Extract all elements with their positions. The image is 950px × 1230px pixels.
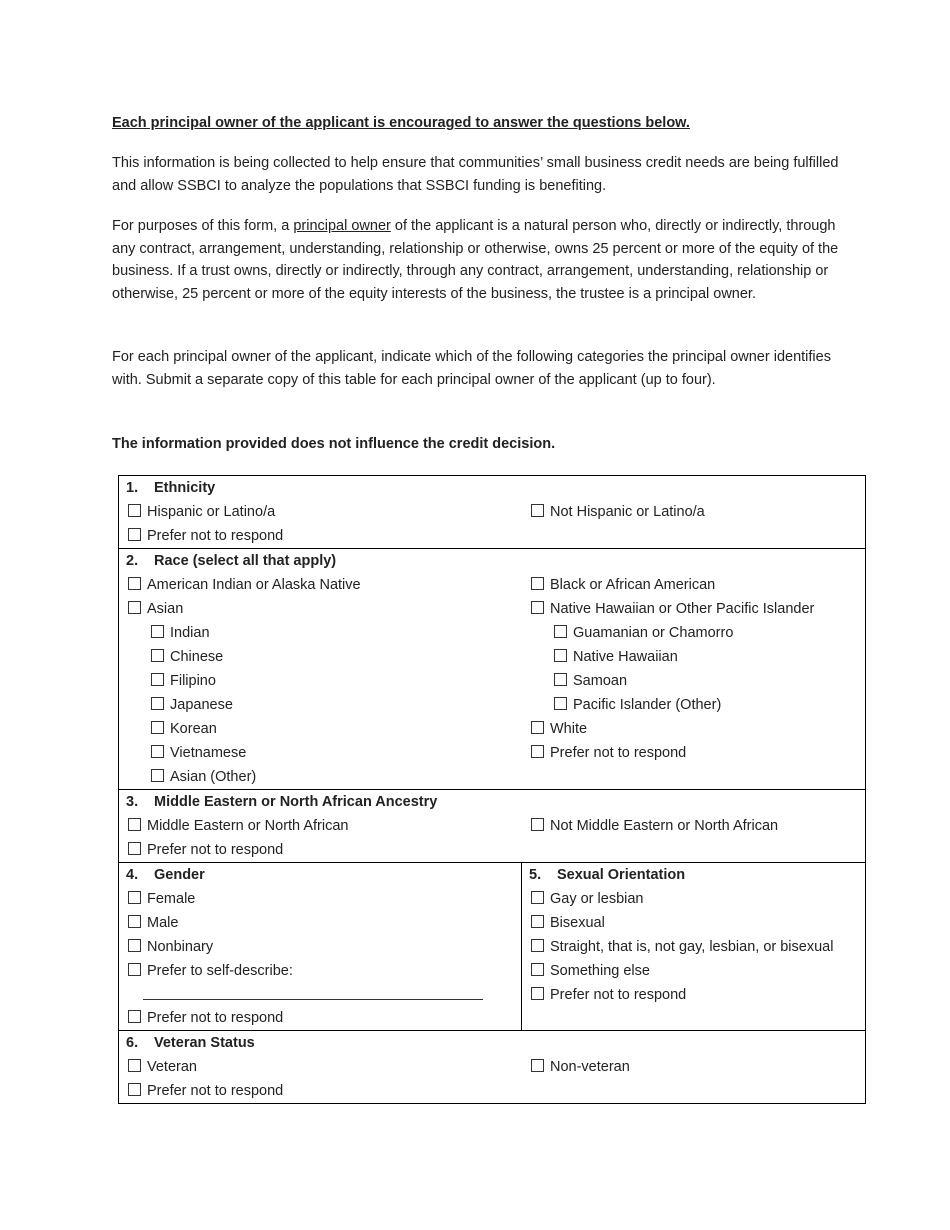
- checkbox-option[interactable]: [119, 597, 522, 621]
- section-title: [119, 549, 865, 573]
- option-label: Filipino: [170, 673, 216, 689]
- checkbox-icon[interactable]: [151, 673, 164, 686]
- checkbox-option[interactable]: [522, 741, 865, 765]
- checkbox-icon[interactable]: [531, 987, 544, 1000]
- option-label: Vietnamese: [170, 745, 247, 761]
- option-label: Korean: [170, 721, 217, 737]
- checkbox-option[interactable]: [522, 935, 865, 959]
- checkbox-icon[interactable]: [531, 1059, 544, 1072]
- option-label: Guamanian or Chamorro: [573, 625, 734, 641]
- section-number: 3.: [126, 794, 139, 810]
- section-title-text: Gender: [154, 867, 205, 883]
- section-title: [522, 863, 865, 887]
- checkbox-option[interactable]: [119, 911, 521, 935]
- checkbox-icon[interactable]: [531, 601, 544, 614]
- section-title: [119, 790, 865, 814]
- checkbox-option[interactable]: [522, 911, 865, 935]
- checkbox-option[interactable]: [522, 717, 865, 741]
- option-label: Japanese: [170, 697, 233, 713]
- checkbox-option[interactable]: [119, 1055, 522, 1079]
- section-race: [119, 549, 865, 790]
- option-label: Prefer not to respond: [147, 528, 284, 544]
- self-describe-line[interactable]: [119, 983, 521, 1006]
- definition-pre: For purposes of this form, a: [112, 218, 294, 234]
- checkbox-suboption[interactable]: [119, 669, 522, 693]
- checkbox-suboption[interactable]: [119, 693, 522, 717]
- checkbox-icon[interactable]: [128, 818, 141, 831]
- checkbox-suboption[interactable]: [522, 645, 865, 669]
- checkbox-icon[interactable]: [531, 818, 544, 831]
- checkbox-icon[interactable]: [151, 721, 164, 734]
- option-label: Prefer not to respond: [550, 987, 687, 1003]
- checkbox-suboption[interactable]: [522, 669, 865, 693]
- checkbox-option[interactable]: [119, 573, 522, 597]
- checkbox-icon[interactable]: [128, 577, 141, 590]
- checkbox-option[interactable]: [119, 959, 521, 983]
- checkbox-option[interactable]: [119, 500, 522, 524]
- checkbox-suboption[interactable]: [522, 621, 865, 645]
- option-label: Prefer not to respond: [550, 745, 687, 761]
- checkbox-icon[interactable]: [128, 1059, 141, 1072]
- checkbox-suboption[interactable]: [119, 717, 522, 741]
- checkbox-suboption[interactable]: [119, 621, 522, 645]
- section-title-text: Veteran Status: [154, 1035, 255, 1051]
- checkbox-icon[interactable]: [128, 963, 141, 976]
- option-label: Male: [147, 915, 179, 931]
- checkbox-icon[interactable]: [128, 891, 141, 904]
- checkbox-icon[interactable]: [531, 504, 544, 517]
- checkbox-icon[interactable]: [554, 649, 567, 662]
- option-label: Not Hispanic or Latino/a: [550, 504, 705, 520]
- option-label: Middle Eastern or North African: [147, 818, 349, 834]
- demographic-form-table: [118, 475, 866, 1104]
- checkbox-option[interactable]: [119, 838, 522, 862]
- definition-post: of the applicant is a natural person who, directly or indirectly, through any contract, arrangement, understanding, relationship or otherwise, owns 25 percent or more of the equity of the business. If a trust owns, directly or indirectly, through any contract, arrangement, understanding, relationship or otherwise, 25 percent or more of the equity interests of the business, the trustee is a principal owner.: [112, 218, 839, 303]
- option-label: Female: [147, 891, 196, 907]
- checkbox-option[interactable]: [119, 1079, 522, 1103]
- section-number: 4.: [126, 867, 139, 883]
- section-title: [119, 863, 521, 887]
- option-label: American Indian or Alaska Native: [147, 577, 361, 593]
- option-label: Something else: [550, 963, 650, 979]
- section-number: 2.: [126, 553, 139, 569]
- checkbox-icon[interactable]: [128, 1083, 141, 1096]
- option-label: Asian (Other): [170, 769, 257, 785]
- option-label: Native Hawaiian or Other Pacific Islander: [550, 601, 815, 617]
- option-label: Samoan: [573, 673, 628, 689]
- section-veteran-status: [119, 1031, 865, 1103]
- checkbox-option[interactable]: [522, 500, 865, 524]
- option-label: Veteran: [147, 1059, 197, 1075]
- checkbox-icon[interactable]: [128, 842, 141, 855]
- checkbox-icon[interactable]: [531, 963, 544, 976]
- section-title: [119, 1031, 865, 1055]
- option-label: Straight, that is, not gay, lesbian, or bisexual: [550, 939, 834, 955]
- option-label: Prefer to self-describe:: [147, 963, 293, 979]
- section-sexual-orientation: [522, 863, 865, 1030]
- checkbox-suboption[interactable]: [119, 741, 522, 765]
- intro-paragraph-purpose: This information is being collected to help ensure that communities’ small business credit needs are being fulfilled and allow SSBCI to analyze the populations that SSBCI funding is benefiting.: [112, 155, 839, 194]
- checkbox-icon[interactable]: [128, 528, 141, 541]
- option-label: Nonbinary: [147, 939, 214, 955]
- option-label: Pacific Islander (Other): [573, 697, 722, 713]
- checkbox-icon[interactable]: [151, 625, 164, 638]
- checkbox-icon[interactable]: [128, 601, 141, 614]
- section-title-text: Race (select all that apply): [154, 553, 337, 569]
- checkbox-suboption[interactable]: [119, 765, 522, 789]
- checkbox-icon[interactable]: [531, 745, 544, 758]
- checkbox-icon[interactable]: [531, 915, 544, 928]
- option-label: Bisexual: [550, 915, 605, 931]
- checkbox-option[interactable]: [522, 597, 865, 621]
- intro-heading: Each principal owner of the applicant is encouraged to answer the questions below.: [112, 115, 690, 131]
- option-label: Black or African American: [550, 577, 716, 593]
- credit-decision-notice: The information provided does not influence the credit decision.: [112, 436, 556, 452]
- section-number: 6.: [126, 1035, 139, 1051]
- checkbox-icon[interactable]: [151, 697, 164, 710]
- checkbox-icon[interactable]: [128, 1010, 141, 1023]
- section-title: [119, 476, 865, 500]
- checkbox-icon[interactable]: [151, 745, 164, 758]
- checkbox-option[interactable]: [119, 935, 521, 959]
- option-label: Prefer not to respond: [147, 1010, 284, 1026]
- checkbox-icon[interactable]: [554, 697, 567, 710]
- section-ethnicity: [119, 476, 865, 549]
- option-label: Indian: [170, 625, 210, 641]
- option-label: Gay or lesbian: [550, 891, 644, 907]
- checkbox-icon[interactable]: [554, 625, 567, 638]
- checkbox-icon[interactable]: [531, 891, 544, 904]
- section-title-text: Sexual Orientation: [557, 867, 686, 883]
- option-label: Not Middle Eastern or North African: [550, 818, 779, 834]
- checkbox-icon[interactable]: [151, 649, 164, 662]
- section-number: 5.: [529, 867, 542, 883]
- checkbox-option[interactable]: [522, 983, 865, 1007]
- checkbox-option[interactable]: [119, 887, 521, 911]
- principal-owner-term: principal owner: [293, 218, 391, 234]
- section-number: 1.: [126, 480, 139, 496]
- checkbox-icon[interactable]: [128, 504, 141, 517]
- intro-paragraph-definition: [112, 215, 842, 306]
- section-gender-orientation: [119, 863, 865, 1031]
- checkbox-icon[interactable]: [128, 939, 141, 952]
- checkbox-option[interactable]: [119, 1006, 521, 1030]
- option-label: Native Hawaiian: [573, 649, 678, 665]
- checkbox-option[interactable]: [119, 814, 522, 838]
- checkbox-option[interactable]: [522, 814, 865, 838]
- option-label: Chinese: [170, 649, 224, 665]
- checkbox-icon[interactable]: [128, 915, 141, 928]
- checkbox-icon[interactable]: [151, 769, 164, 782]
- option-label: Hispanic or Latino/a: [147, 504, 276, 520]
- checkbox-option[interactable]: [119, 524, 522, 548]
- checkbox-option[interactable]: [522, 573, 865, 597]
- option-label: Prefer not to respond: [147, 1083, 284, 1099]
- checkbox-suboption[interactable]: [522, 693, 865, 717]
- checkbox-option[interactable]: [522, 887, 865, 911]
- checkbox-icon[interactable]: [531, 577, 544, 590]
- section-mena-ancestry: [119, 790, 865, 863]
- section-title-text: Ethnicity: [154, 480, 216, 496]
- checkbox-icon[interactable]: [531, 721, 544, 734]
- checkbox-option[interactable]: [522, 959, 865, 983]
- option-label: Prefer not to respond: [147, 842, 284, 858]
- checkbox-suboption[interactable]: [119, 645, 522, 669]
- option-label: Non-veteran: [550, 1059, 630, 1075]
- intro-paragraph-instructions: For each principal owner of the applicant, indicate which of the following categories the principal owner identifies with. Submit a separate copy of this table for each principal owner of the applicant (up to four).: [112, 349, 831, 388]
- option-label: White: [550, 721, 588, 737]
- checkbox-icon[interactable]: [531, 939, 544, 952]
- section-title-text: Middle Eastern or North African Ancestry: [154, 794, 438, 810]
- checkbox-option[interactable]: [522, 1055, 865, 1079]
- checkbox-icon[interactable]: [554, 673, 567, 686]
- option-label: Asian: [147, 601, 184, 617]
- section-gender: [119, 863, 522, 1030]
